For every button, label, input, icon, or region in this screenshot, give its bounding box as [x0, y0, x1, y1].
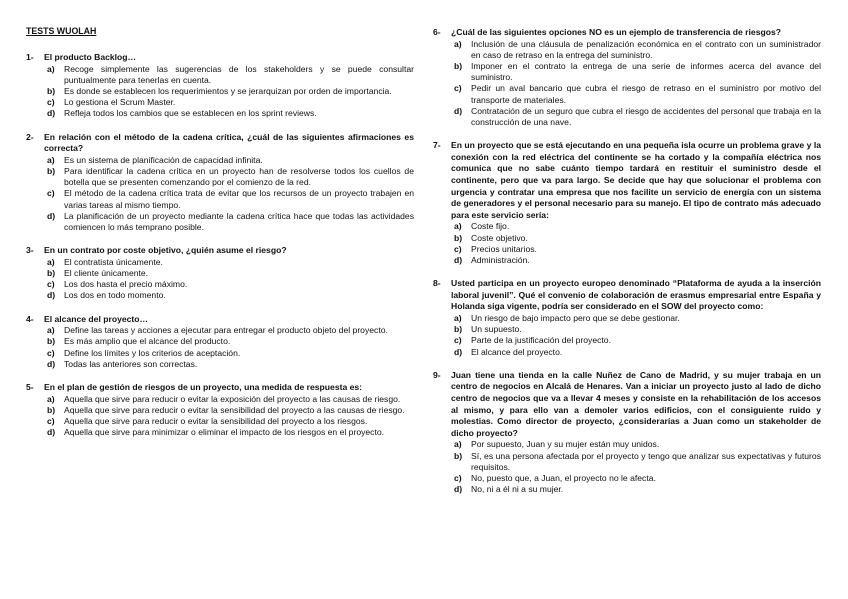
answer-option [454, 39, 821, 61]
option-letter: b) [47, 268, 56, 279]
option-letter: a) [454, 312, 462, 323]
question-number: 3- [26, 245, 34, 256]
option-letter: b) [454, 61, 463, 71]
answer-option [47, 359, 414, 370]
option-text: Parte de la justificación del proyecto. [471, 335, 611, 346]
question-stem [433, 370, 821, 440]
answer-option [47, 188, 414, 210]
answer-option [454, 61, 821, 83]
answer-option [454, 473, 821, 484]
question-text: En relación con el método de la cadena crítica, ¿cuál de las siguientes afirmaciones es correcta? [44, 131, 414, 154]
answer-option [47, 268, 414, 279]
option-text: Define los límites y los criterios de aceptación. [64, 347, 241, 358]
answer-option [454, 335, 821, 346]
question-number: 4- [26, 313, 34, 324]
option-letter: d) [454, 484, 463, 495]
answer-option [47, 108, 414, 119]
question-text: El producto Backlog… [44, 52, 137, 62]
answer-option [454, 347, 821, 358]
option-letter: a) [454, 221, 462, 232]
answer-option [47, 348, 414, 359]
option-text: Lo gestiona el Scrum Master. [64, 97, 176, 108]
answer-option [47, 405, 414, 416]
question-stem [433, 140, 821, 221]
answer-option [47, 166, 414, 188]
question-text: ¿Cuál de las siguientes opciones NO es un ejemplo de transferencia de riesgos? [451, 27, 781, 37]
question-text: En un contrato por coste objetivo, ¿quién asume el riesgo? [44, 245, 287, 256]
option-letter: d) [454, 254, 463, 265]
answer-option [454, 324, 821, 335]
option-text: Todas las anteriores son correctas. [64, 358, 198, 369]
option-list [47, 64, 414, 120]
option-text: Para identificar la cadena crítica en un proyecto han de resolverse todos los cuellos de botella que se presenten comenzando por el comienzo de la red. [64, 166, 414, 188]
option-letter: b) [47, 86, 56, 96]
answer-option [454, 439, 821, 450]
option-letter: b) [47, 404, 56, 415]
question-number: 9- [433, 369, 441, 380]
option-letter: c) [454, 472, 462, 483]
answer-option [47, 336, 414, 347]
question-9 [433, 370, 821, 496]
question-4 [26, 314, 414, 370]
option-letter: d) [454, 105, 463, 116]
answer-option [47, 416, 414, 427]
question-stem [26, 382, 414, 394]
option-letter: c) [47, 347, 55, 358]
question-stem [26, 245, 414, 257]
option-text: Los dos en todo momento. [64, 290, 166, 301]
option-text: Coste objetivo. [471, 232, 528, 243]
option-text: No, ni a él ni a su mujer. [471, 484, 564, 495]
left-question-list [26, 52, 414, 438]
question-text: En un proyecto que se está ejecutando en una pequeña isla ocurre un problema grave y la conexión con la red eléctrica del continente se ha cortado y la compañía eléctrica nos comunica que no sabe cuánto tiempo tardará en restituir el suministro desde el continente, pero que va para largo. Se decide que hay que solucionar el problema con urgencia y contratar una empresa que nos facilite un servicio de energía con un sistema de generadores y el personal necesario para su manejo. El tipo de contrato más adecuado para este servicio sería: [451, 140, 821, 220]
option-text: Es más amplio que el alcance del producto. [64, 336, 231, 347]
option-text: Sí, es una persona afectada por el proyecto y tengo que analizar sus expectativas y futuros requisitos. [471, 450, 821, 472]
option-letter: c) [454, 83, 462, 94]
option-letter: c) [47, 416, 55, 427]
option-letter: a) [47, 256, 55, 267]
option-letter: b) [454, 450, 463, 461]
question-6 [433, 27, 821, 128]
option-text: Aquella que sirve para reducir o evitar la exposición del proyecto a las causas de riesgo. [64, 393, 401, 404]
answer-option [454, 83, 821, 105]
option-letter: c) [47, 188, 55, 199]
option-text: La planificación de un proyecto mediante la cadena crítica hace que todas las actividades comiencen lo más temprano posible. [64, 210, 414, 233]
option-text: Aquella que sirve para minimizar o eliminar el impacto de los riesgos en el proyecto. [64, 427, 385, 438]
question-stem [433, 27, 821, 39]
option-letter: a) [47, 63, 55, 74]
answer-option [47, 155, 414, 166]
question-2 [26, 132, 414, 234]
question-8 [433, 278, 821, 358]
option-list [454, 313, 821, 358]
option-text: Es donde se establecen los requerimientos y se jerarquizan por orden de importancia. [64, 86, 392, 96]
option-text: Precios unitarios. [471, 243, 537, 254]
question-number: 6- [433, 27, 441, 37]
option-letter: a) [47, 393, 55, 404]
option-text: Por supuesto, Juan y su mujer están muy unidos. [471, 439, 660, 450]
option-list [47, 394, 414, 439]
option-letter: c) [47, 279, 55, 290]
option-text: No, puesto que, a Juan, el proyecto no le afecta. [471, 472, 656, 483]
answer-option [454, 313, 821, 324]
option-letter: d) [47, 358, 56, 369]
question-7 [433, 140, 821, 266]
option-letter: b) [47, 166, 56, 176]
option-text: Recoge simplemente las sugerencias de los stakeholders y se puede consultar puntualmente para tenerlas en cuenta. [64, 63, 414, 85]
option-letter: d) [47, 427, 56, 438]
option-text: Define las tareas y acciones a ejecutar para entregar el producto objeto del proyecto. [64, 325, 388, 336]
option-letter: a) [47, 325, 55, 336]
answer-option [47, 86, 414, 97]
option-letter: c) [454, 243, 462, 254]
answer-option [47, 325, 414, 336]
answer-option [454, 255, 821, 266]
option-letter: d) [47, 108, 56, 119]
question-number: 5- [26, 382, 34, 393]
answer-option [47, 97, 414, 108]
question-3 [26, 245, 414, 301]
option-text: Pedir un aval bancario que cubra el riesgo de retraso en el suministro por motivo del transporte de materiales. [471, 83, 821, 105]
document-title: TESTS WUOLAH [26, 26, 97, 36]
option-text: Los dos hasta el precio máximo. [64, 279, 188, 290]
answer-option [47, 394, 414, 405]
option-list [47, 325, 414, 370]
question-text: Juan tiene una tienda en la calle Nuñez de Cano de Madrid, y su mujer trabaja en un centro de negocios en Alcalá de Henares. Van a iniciar un proyecto justo al lado de dicho centro de negocios que va a llevar 4 meses y consiste en la rehabilitación de los accesos al mismo, y para ello van a demoler varios edificios, con el consiguiente ruido y molestias. Como director de proyecto, ¿considerarías a Juan como un stakeholder de dicho proyecto? [451, 369, 821, 438]
option-text: Coste fijo. [471, 221, 510, 232]
answer-option [454, 451, 821, 473]
answer-option [454, 221, 821, 232]
answer-option [47, 64, 414, 86]
option-text: Administración. [471, 254, 530, 265]
option-letter: b) [47, 336, 56, 347]
option-text: Contratación de un seguro que cubra el riesgo de accidentes del personal que trabaja en la construcción de una nave. [471, 105, 821, 128]
option-letter: d) [47, 290, 56, 301]
option-letter: b) [454, 232, 463, 243]
answer-option [454, 106, 821, 128]
option-list [47, 155, 414, 233]
question-text: El alcance del proyecto… [44, 313, 149, 324]
right-column [433, 27, 821, 507]
answer-option [47, 427, 414, 438]
option-text: Refleja todos los cambios que se establecen en los sprint reviews. [64, 108, 317, 119]
left-column [26, 26, 414, 450]
option-list [454, 39, 821, 129]
answer-option [454, 484, 821, 495]
answer-option [47, 257, 414, 268]
question-stem [26, 314, 414, 326]
answer-option [454, 233, 821, 244]
option-list [454, 439, 821, 495]
question-stem [26, 132, 414, 155]
option-letter: a) [454, 38, 462, 49]
question-stem [26, 52, 414, 64]
option-letter: b) [454, 324, 463, 335]
option-text: Imponer en el contrato la entrega de una serie de informes acerca del avance del suministro. [471, 61, 821, 83]
option-text: El método de la cadena crítica trata de evitar que los recursos de un proyecto trabajen en varias tareas al mismo tiempo. [64, 188, 414, 210]
answer-option [47, 290, 414, 301]
option-letter: a) [454, 439, 462, 450]
answer-option [47, 211, 414, 233]
question-5 [26, 382, 414, 438]
option-text: Inclusión de una cláusula de penalización económica en el contrato con un suministrador en caso de retraso en la entrega del suministro. [471, 38, 821, 60]
question-text: En el plan de gestión de riesgos de un proyecto, una medida de respuesta es: [44, 382, 363, 393]
option-text: Es un sistema de planificación de capacidad infinita. [64, 154, 263, 165]
answer-option [454, 244, 821, 255]
answer-option [47, 279, 414, 290]
option-text: El cliente únicamente. [64, 268, 149, 279]
option-letter: d) [47, 210, 56, 221]
option-text: El contratista únicamente. [64, 256, 163, 267]
option-text: Un riesgo de bajo impacto pero que se debe gestionar. [471, 312, 680, 323]
question-number: 8- [433, 278, 441, 289]
option-letter: c) [454, 335, 462, 346]
option-letter: c) [47, 97, 55, 108]
question-1 [26, 52, 414, 120]
right-question-list [433, 27, 821, 495]
question-number: 7- [433, 140, 441, 151]
option-letter: a) [47, 154, 55, 165]
question-text: Usted participa en un proyecto europeo denominado “Plataforma de ayuda a la inserción laboral juvenil”. Qué el convenio de colaboración de erasmus empresarial entre España y Holanda siga vigente, podría ser considerado en el SOW del proyecto como: [451, 278, 821, 312]
option-text: Aquella que sirve para reducir o evitar la sensibilidad del proyecto a las causas de riesgo. [64, 404, 405, 415]
option-text: Aquella que sirve para reducir o evitar la sensibilidad del proyecto a los riesgos. [64, 416, 368, 427]
question-number: 2- [26, 131, 34, 142]
option-text: Un supuesto. [471, 324, 522, 335]
option-list [454, 221, 821, 266]
option-letter: d) [454, 346, 463, 357]
question-stem [433, 278, 821, 313]
option-list [47, 257, 414, 302]
question-number: 1- [26, 52, 34, 62]
option-text: El alcance del proyecto. [471, 346, 563, 357]
